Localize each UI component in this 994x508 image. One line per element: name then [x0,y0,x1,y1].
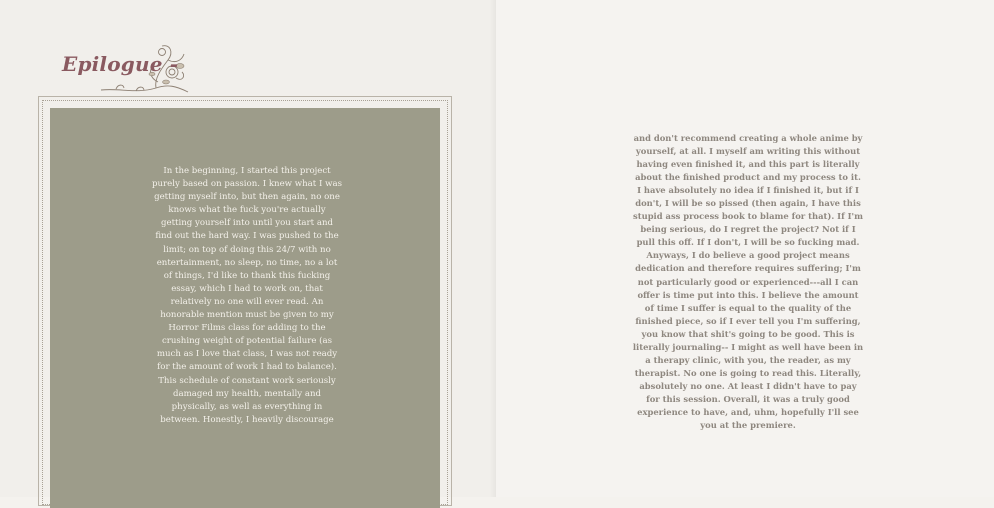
page-title: Epilogue - [62,52,179,76]
left-body-text: In the beginning, I started this project purely based on passion. I knew what I was getting myself into, but then again, no one knows what the fuck you're actually getting yourself into until you start and find out the hard way. I was pushed to the limit; on top of doing this 24/7 with no entertainment, no sleep, no time, no a lot of things, I'd like to thank this fucking essay, which I had to work on, that relatively no one will ever read. An honorable mention must be given to my Horror Films class for adding to the crushing weight of potential failure (as much as I love that class, I was not ready for the amount of work I had to balance). This schedule of constant work seriously damaged my health, mentally and physically, as well as everything in between. Honestly, I heavily discourage [152,166,342,425]
left-page [0,0,496,497]
right-body-text: and don't recommend creating a whole anime by yourself, at all. I myself am writing this without having even finished it, and this part is literally about the finished product and my process to it. I have absolutely no idea if I finished it, but if I don't, I will be so pissed (then again, I have this stupid ass process book to blame for that). If I'm being serious, do I regret the project? Not if I pull this off. If I don't, I will be so fucking mad. Anyways, I do believe a good project means dedication and therefore requires suffering; I'm not particularly good or experienced---all I can offer is time put into this. I believe the amount of time I suffer is equal to the quality of the finished piece, so if I ever tell you I'm suffering, you know that shit's going to be good. This is literally journaling-- I might as well have been in a therapy clinic, with you, the reader, as my therapist. No one is going to read this. Literally, absolutely no one. At least I didn't have to pay for this session. Overall, it was a truly good experience to have, and, uhm, hopefully I'll see you at the premiere. [632,133,864,431]
